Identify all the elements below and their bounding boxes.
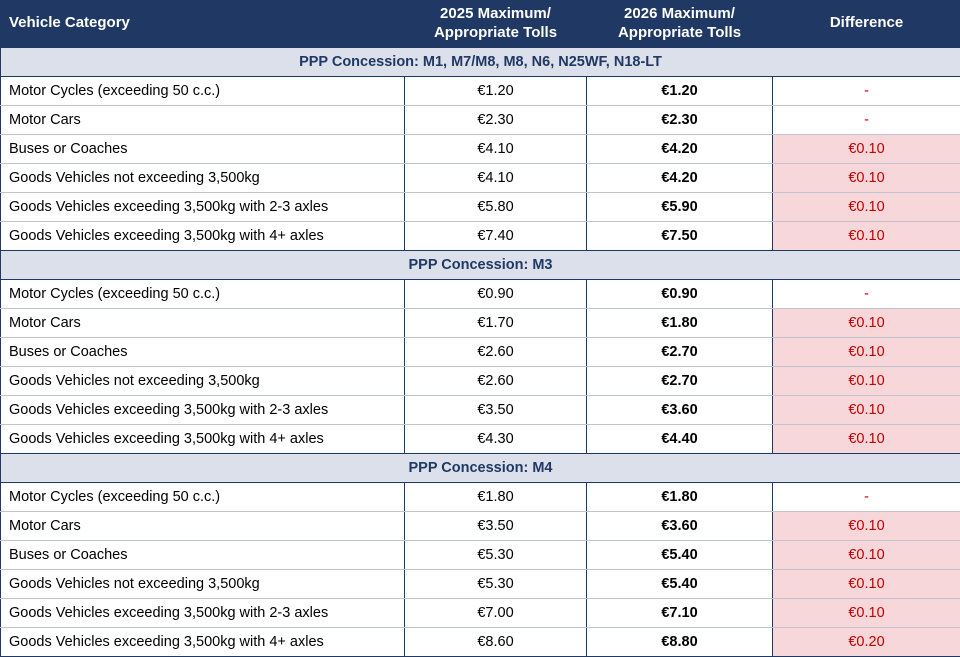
header-2026-line1: 2026 Maximum/ (595, 5, 764, 24)
header-2026-line2: Appropriate Tolls (595, 24, 764, 43)
cell-toll-2025: €3.50 (405, 511, 587, 540)
cell-toll-2025: €1.20 (405, 76, 587, 105)
cell-vehicle-category: Motor Cycles (exceeding 50 c.c.) (1, 279, 405, 308)
cell-toll-2026: €2.70 (587, 366, 773, 395)
cell-toll-2026: €2.30 (587, 105, 773, 134)
cell-difference: €0.10 (773, 598, 960, 627)
header-row (1, 1, 960, 48)
table-row (1, 105, 960, 134)
header-2025-line2: Appropriate Tolls (413, 24, 578, 43)
cell-toll-2026: €4.20 (587, 134, 773, 163)
cell-difference: €0.10 (773, 395, 960, 424)
cell-toll-2025: €4.10 (405, 163, 587, 192)
table-header (1, 1, 960, 48)
cell-toll-2026: €4.40 (587, 424, 773, 453)
cell-difference: €0.10 (773, 134, 960, 163)
cell-difference: €0.10 (773, 221, 960, 250)
cell-difference: €0.10 (773, 163, 960, 192)
cell-vehicle-category: Buses or Coaches (1, 134, 405, 163)
cell-toll-2026: €7.50 (587, 221, 773, 250)
concession-title: PPP Concession: M4 (1, 453, 960, 482)
table-row (1, 627, 960, 656)
cell-toll-2026: €8.80 (587, 627, 773, 656)
table-row (1, 366, 960, 395)
cell-toll-2025: €7.40 (405, 221, 587, 250)
cell-difference: - (773, 279, 960, 308)
cell-difference: €0.10 (773, 424, 960, 453)
cell-difference: €0.10 (773, 511, 960, 540)
cell-toll-2026: €5.90 (587, 192, 773, 221)
cell-vehicle-category: Buses or Coaches (1, 337, 405, 366)
header-2025-line1: 2025 Maximum/ (413, 5, 578, 24)
cell-vehicle-category: Motor Cars (1, 308, 405, 337)
cell-toll-2026: €3.60 (587, 511, 773, 540)
cell-toll-2025: €4.30 (405, 424, 587, 453)
concession-title: PPP Concession: M1, M7/M8, M8, N6, N25WF, N18-LT (1, 47, 960, 76)
cell-toll-2025: €2.60 (405, 337, 587, 366)
table-row (1, 337, 960, 366)
cell-vehicle-category: Goods Vehicles not exceeding 3,500kg (1, 163, 405, 192)
cell-vehicle-category: Goods Vehicles exceeding 3,500kg with 2-3 axles (1, 192, 405, 221)
table-row (1, 192, 960, 221)
cell-vehicle-category: Goods Vehicles exceeding 3,500kg with 4+ axles (1, 627, 405, 656)
cell-toll-2025: €8.60 (405, 627, 587, 656)
cell-vehicle-category: Motor Cycles (exceeding 50 c.c.) (1, 482, 405, 511)
cell-vehicle-category: Goods Vehicles exceeding 3,500kg with 2-3 axles (1, 598, 405, 627)
cell-vehicle-category: Goods Vehicles exceeding 3,500kg with 4+ axles (1, 424, 405, 453)
cell-toll-2025: €0.90 (405, 279, 587, 308)
cell-difference: €0.20 (773, 627, 960, 656)
cell-toll-2025: €5.80 (405, 192, 587, 221)
concession-section-row (1, 47, 960, 76)
table-row (1, 163, 960, 192)
table-row (1, 511, 960, 540)
cell-vehicle-category: Goods Vehicles not exceeding 3,500kg (1, 569, 405, 598)
cell-toll-2025: €4.10 (405, 134, 587, 163)
header-2026-tolls (587, 1, 773, 48)
cell-difference: - (773, 105, 960, 134)
cell-toll-2026: €3.60 (587, 395, 773, 424)
cell-toll-2025: €1.70 (405, 308, 587, 337)
cell-toll-2026: €4.20 (587, 163, 773, 192)
header-2025-tolls (405, 1, 587, 48)
cell-toll-2026: €5.40 (587, 569, 773, 598)
cell-toll-2025: €7.00 (405, 598, 587, 627)
cell-toll-2026: €2.70 (587, 337, 773, 366)
cell-vehicle-category: Goods Vehicles exceeding 3,500kg with 4+ axles (1, 221, 405, 250)
table-row (1, 134, 960, 163)
cell-difference: €0.10 (773, 192, 960, 221)
cell-difference: - (773, 76, 960, 105)
cell-vehicle-category: Motor Cars (1, 511, 405, 540)
cell-toll-2025: €2.30 (405, 105, 587, 134)
header-difference: Difference (773, 1, 960, 48)
table-row (1, 598, 960, 627)
cell-difference: - (773, 482, 960, 511)
cell-toll-2025: €3.50 (405, 395, 587, 424)
cell-toll-2025: €5.30 (405, 569, 587, 598)
table-row (1, 569, 960, 598)
cell-difference: €0.10 (773, 540, 960, 569)
table-row (1, 540, 960, 569)
concession-section-row (1, 250, 960, 279)
concession-title: PPP Concession: M3 (1, 250, 960, 279)
cell-vehicle-category: Motor Cycles (exceeding 50 c.c.) (1, 76, 405, 105)
cell-toll-2026: €1.80 (587, 482, 773, 511)
cell-vehicle-category: Motor Cars (1, 105, 405, 134)
cell-difference: €0.10 (773, 366, 960, 395)
cell-toll-2025: €1.80 (405, 482, 587, 511)
cell-toll-2025: €2.60 (405, 366, 587, 395)
cell-toll-2026: €1.20 (587, 76, 773, 105)
concession-section-row (1, 453, 960, 482)
table-row (1, 395, 960, 424)
cell-toll-2026: €7.10 (587, 598, 773, 627)
cell-difference: €0.10 (773, 337, 960, 366)
cell-vehicle-category: Goods Vehicles exceeding 3,500kg with 2-3 axles (1, 395, 405, 424)
table-body (1, 47, 960, 656)
table-row (1, 221, 960, 250)
table-row (1, 482, 960, 511)
table-row (1, 76, 960, 105)
cell-vehicle-category: Goods Vehicles not exceeding 3,500kg (1, 366, 405, 395)
table-row (1, 308, 960, 337)
table-row (1, 424, 960, 453)
cell-difference: €0.10 (773, 569, 960, 598)
table-row (1, 279, 960, 308)
cell-toll-2025: €5.30 (405, 540, 587, 569)
cell-toll-2026: €0.90 (587, 279, 773, 308)
header-vehicle-category: Vehicle Category (1, 1, 405, 48)
cell-toll-2026: €1.80 (587, 308, 773, 337)
cell-toll-2026: €5.40 (587, 540, 773, 569)
cell-vehicle-category: Buses or Coaches (1, 540, 405, 569)
cell-difference: €0.10 (773, 308, 960, 337)
